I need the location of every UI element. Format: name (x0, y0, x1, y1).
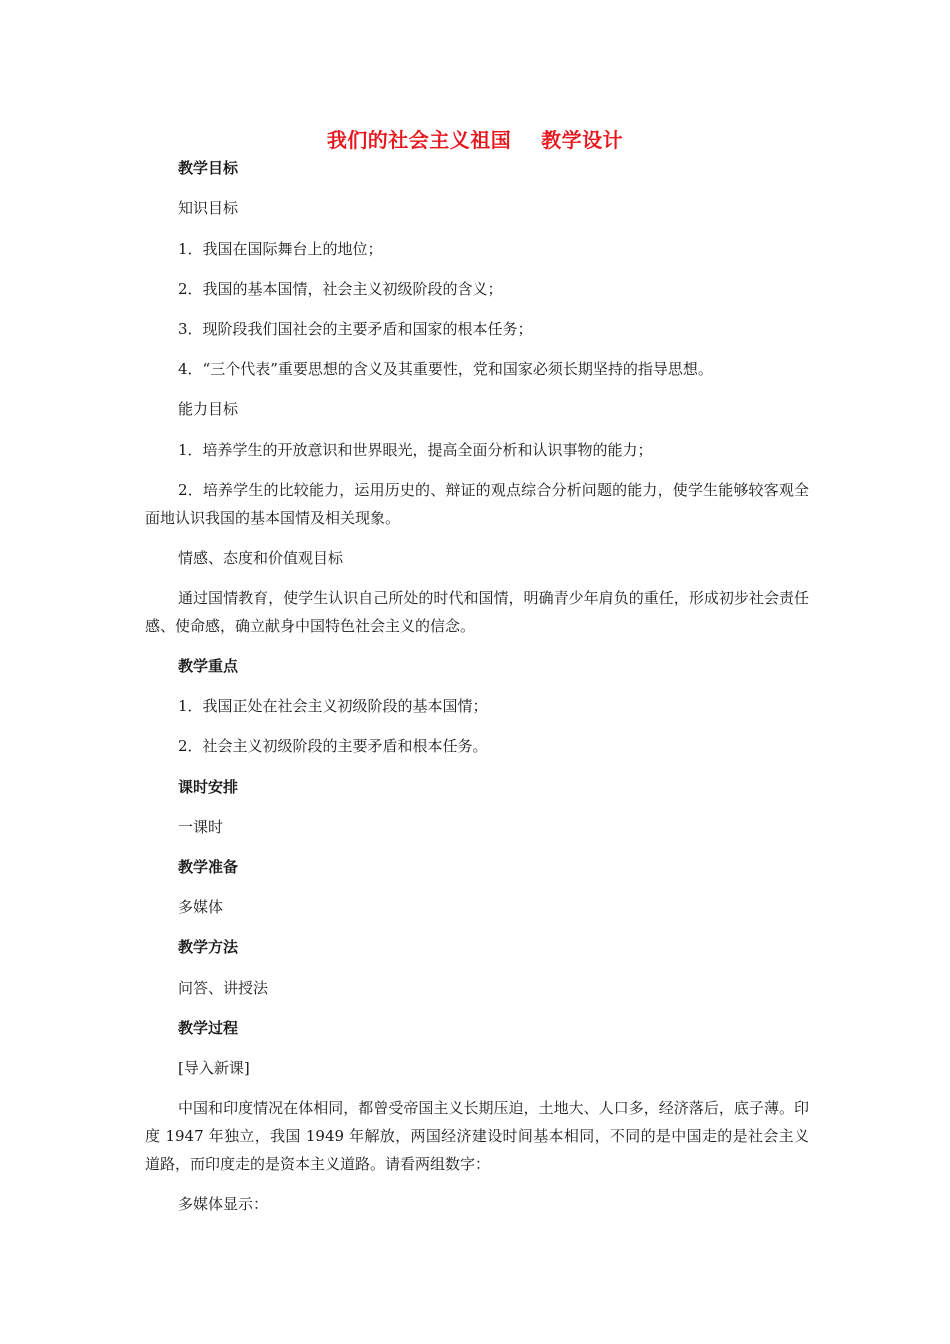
intro-label: [导入新课] (178, 1059, 250, 1077)
key-point-2: 2．社会主义初级阶段的主要矛盾和根本任务。 (178, 737, 488, 755)
method-heading: 教学方法 (178, 938, 239, 956)
emotion-paragraph: 通过国情教育，使学生认识自己所处的时代和国情，明确青少年肩负的重任，形成初步社会责任感、使命感，确立献身中国特色社会主义的信念。 (145, 589, 809, 635)
media-display-label: 多媒体显示： (178, 1195, 269, 1213)
ability-item-2: 2．培养学生的比较能力，运用历史的、辩证的观点综合分析问题的能力，使学生能够较客观全面地认识我国的基本国情及相关现象。 (145, 481, 809, 527)
knowledge-item-4: 4．“三个代表”重要思想的含义及其重要性，党和国家必须长期坚持的指导思想。 (178, 360, 713, 378)
schedule-heading: 课时安排 (178, 778, 239, 796)
knowledge-item-1: 1．我国在国际舞台上的地位； (178, 240, 383, 258)
method-text: 问答、讲授法 (178, 979, 269, 997)
knowledge-heading: 知识目标 (178, 199, 239, 217)
process-heading: 教学过程 (178, 1019, 239, 1037)
intro-paragraph: 中国和印度情况在体相同，都曾受帝国主义长期压迫，土地大、人口多，经济落后，底子薄。印度 1947 年独立，我国 1949 年解放，两国经济建设时间基本相同，不同的是中国走的是社会主义道路，而印度走的是资本主义道路。请看两组数字： (145, 1099, 809, 1173)
schedule-text: 一课时 (178, 818, 224, 836)
ability-item-1: 1．培养学生的开放意识和世界眼光，提高全面分析和认识事物的能力； (178, 441, 653, 459)
document-title: 我们的社会主义祖国 教学设计 (326, 128, 624, 152)
preparation-text: 多媒体 (178, 898, 224, 916)
objectives-heading: 教学目标 (178, 159, 239, 177)
knowledge-item-3: 3．现阶段我们国社会的主要矛盾和国家的根本任务； (178, 320, 533, 338)
key-points-heading: 教学重点 (178, 657, 239, 675)
preparation-heading: 教学准备 (178, 858, 239, 876)
ability-heading: 能力目标 (178, 400, 239, 418)
knowledge-item-2: 2．我国的基本国情，社会主义初级阶段的含义； (178, 280, 503, 298)
emotion-heading: 情感、态度和价值观目标 (178, 549, 344, 567)
key-point-1: 1．我国正处在社会主义初级阶段的基本国情； (178, 697, 488, 715)
